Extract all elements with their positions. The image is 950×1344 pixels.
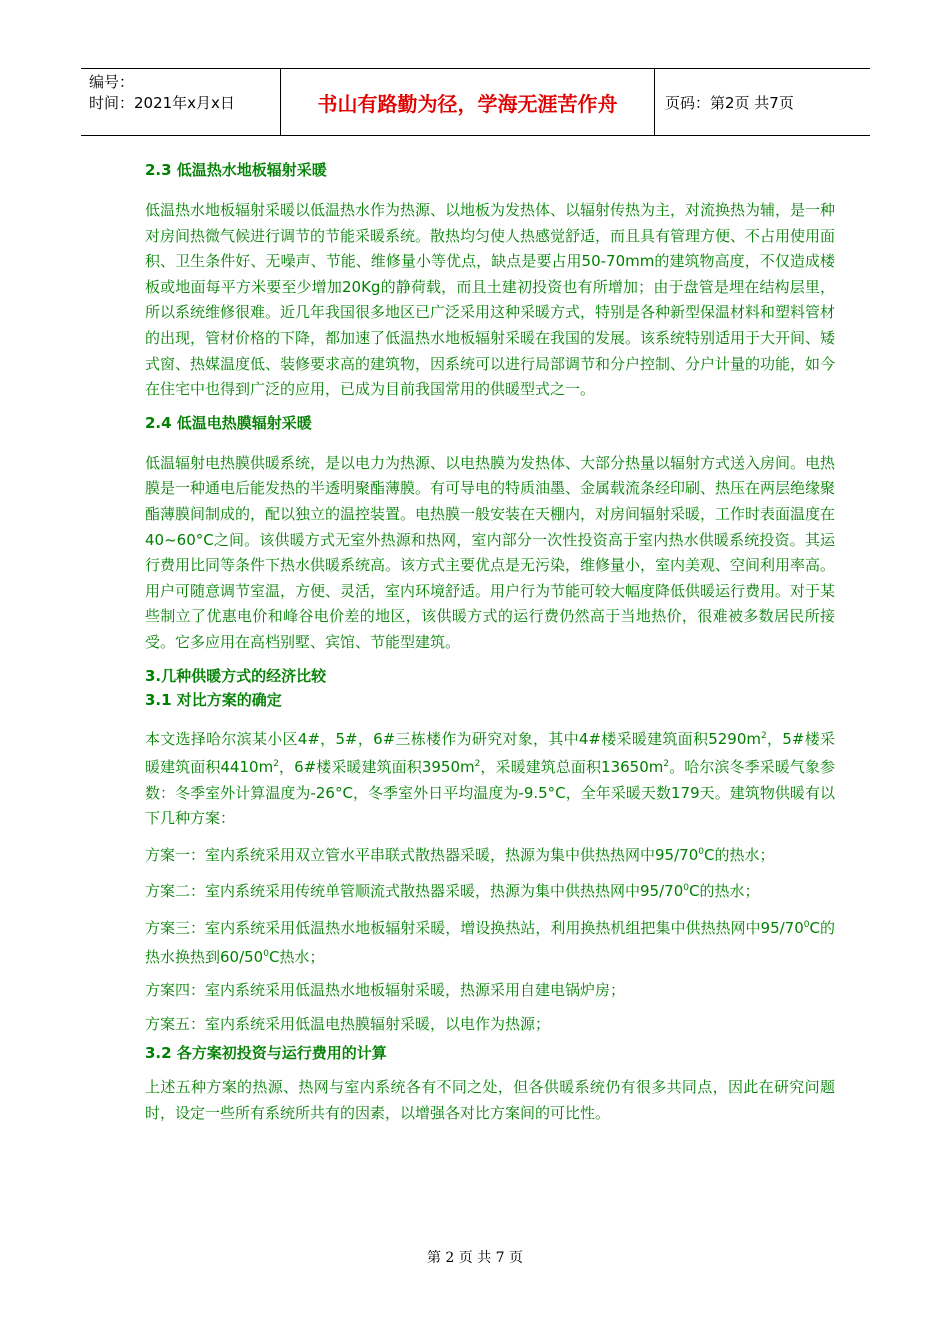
section-3-2-body: 上述五种方案的热源、热网与室内系统各有不同之处，但各供暖系统仍有很多共同点，因此在研究问题时，设定一些所有系统所共有的因素，以增强各对比方案间的可比性。 <box>145 1078 835 1123</box>
plan-3 <box>145 913 835 970</box>
plan-3-text-b: C的热水换热到60/50 <box>145 919 835 966</box>
s31-text-e: 。哈尔滨冬季采暖气象参数：冬季室外计算温度为-26°C，冬季室外日平均温度为-9.5°C，全年采暖天数179天。建筑物供暖有以下几种方案： <box>145 758 835 828</box>
section-2-3-title: 2.3 低温热水地板辐射采暖 <box>145 161 327 179</box>
section-3-1-body <box>145 724 835 832</box>
section-3-title: 3.几种供暖方式的经济比较 <box>145 666 327 685</box>
plan-2 <box>145 876 835 905</box>
plan-3-text-c: C热水； <box>268 947 325 966</box>
s31-text-b: ，5#楼采暖建筑面积4410m <box>145 729 835 777</box>
header-motto: 书山有路勤为径，学海无涯苦作舟 <box>281 69 655 135</box>
section-2-3-body: 低温热水地板辐射采暖以低温热水作为热源、以地板为发热体、以辐射传热为主，对流换热为辅，是一种对房间热微气候进行调节的节能采暖系统。散热均匀使人热感觉舒适，而且具有管理方便、不占用使用面积、卫生条件好、无噪声、节能、维修量小等优点，缺点是要占用50-70mm的建筑物高度，不仅造成楼板或地面每平方米要至少增加20Kg的静荷载，而且土建初投资也有所增加；由于盘管是埋在结构层里，所以系统维修很难。近几年我国很多地区已广泛采用这种采暖方式，特别是各种新型保温材料和塑料管材的出现，管材价格的下降，都加速了低温热水地板辐射采暖在我国的发展。该系统特别适用于大开间、矮式窗、热媒温度低、装修要求高的建筑物，因系统可以进行局部调节和分户控制、分户计量的功能，如今在住宅中也得到广泛的应用，已成为目前我国常用的供暖型式之一。 <box>145 201 836 399</box>
section-3-2-title: 3.2 各方案初投资与运行费用的计算 <box>145 1044 387 1063</box>
section-2-4-body: 低温辐射电热膜供暖系统，是以电力为热源、以电热膜为发热体、大部分热量以辐射方式送入房间。电热膜是一种通电后能发热的半透明聚酯薄膜。有可导电的特质油墨、金属载流条经印刷、热压在两层绝缘聚酯薄膜间制成的，配以独立的温控装置。电热膜一般安装在天棚内，对房间辐射采暖，工作时表面温度在40~60°C之间。该供暖方式无室外热源和热网，室内部分一次性投资高于室内热水供暖系统投资。其运行费用比同等条件下热水供暖系统高。该方式主要优点是无污染，维修量小，室内美观、空间利用率高。用户可随意调节室温，方便、灵活，室内环境舒适。用户行为节能可较大幅度降低供暖运行费用。对于某些制立了优惠电价和峰谷电价差的地区，该供暖方式的运行费仍然高于当地热价，很难被多数居民所接受。它多应用在高档别墅、宾馆、节能型建筑。 <box>145 453 836 651</box>
header-page-label: 页码：第2页 共7页 <box>665 93 794 112</box>
plan-3-text-a: 方案三：室内系统采用低温热水地板辐射采暖，增设换热站，利用换热机组把集中供热热网中95/70 <box>145 919 804 938</box>
plan-4: 方案四：室内系统采用低温热水地板辐射采暖，热源采用自建电锅炉房； <box>145 981 626 1000</box>
sup-0-p2: 0 <box>683 883 689 894</box>
sup-2-c: 2 <box>474 759 481 770</box>
plan-1-text-b: C的热水； <box>703 845 775 864</box>
sup-2-a: 2 <box>761 730 767 741</box>
sup-2-b: 2 <box>273 759 279 770</box>
plan-1-text-a: 方案一：室内系统采用双立管水平串联式散热器采暖，热源为集中供热热网中95/70 <box>145 845 699 864</box>
plan-1 <box>145 840 835 869</box>
s31-text-c: ，6#楼采暖建筑面积3950m <box>278 758 475 777</box>
sup-0-p3a: 0 <box>803 920 810 931</box>
sup-2-d: 2 <box>663 759 670 770</box>
plan-2-text-b: C的热水； <box>688 882 760 901</box>
plan-5: 方案五：室内系统采用低温电热膜辐射采暖，以电作为热源； <box>145 1014 551 1033</box>
page-footer: 第 2 页 共 7 页 <box>426 1250 524 1266</box>
document-body <box>145 152 835 1127</box>
s31-text-d: ，采暖建筑总面积13650m <box>480 758 664 777</box>
code-label: 编号： <box>89 73 135 91</box>
sup-0-p3b: 0 <box>263 948 269 959</box>
plan-2-text-a: 方案二：室内系统采用传统单管顺流式散热器采暖，热源为集中供热热网中95/70 <box>145 882 684 901</box>
header-table <box>81 68 870 136</box>
section-2-4-title: 2.4 低温电热膜辐射采暖 <box>145 413 312 432</box>
header-left-cell <box>81 69 281 135</box>
s31-text-a: 本文选择哈尔滨某小区4#，5#，6#三栋楼作为研究对象，其中4#楼采暖建筑面积5290m <box>145 729 762 748</box>
time-label: 时间：2021年x月x日 <box>89 94 235 112</box>
section-3-1-title: 3.1 对比方案的确定 <box>145 690 282 709</box>
sup-0-p1: 0 <box>698 846 704 857</box>
